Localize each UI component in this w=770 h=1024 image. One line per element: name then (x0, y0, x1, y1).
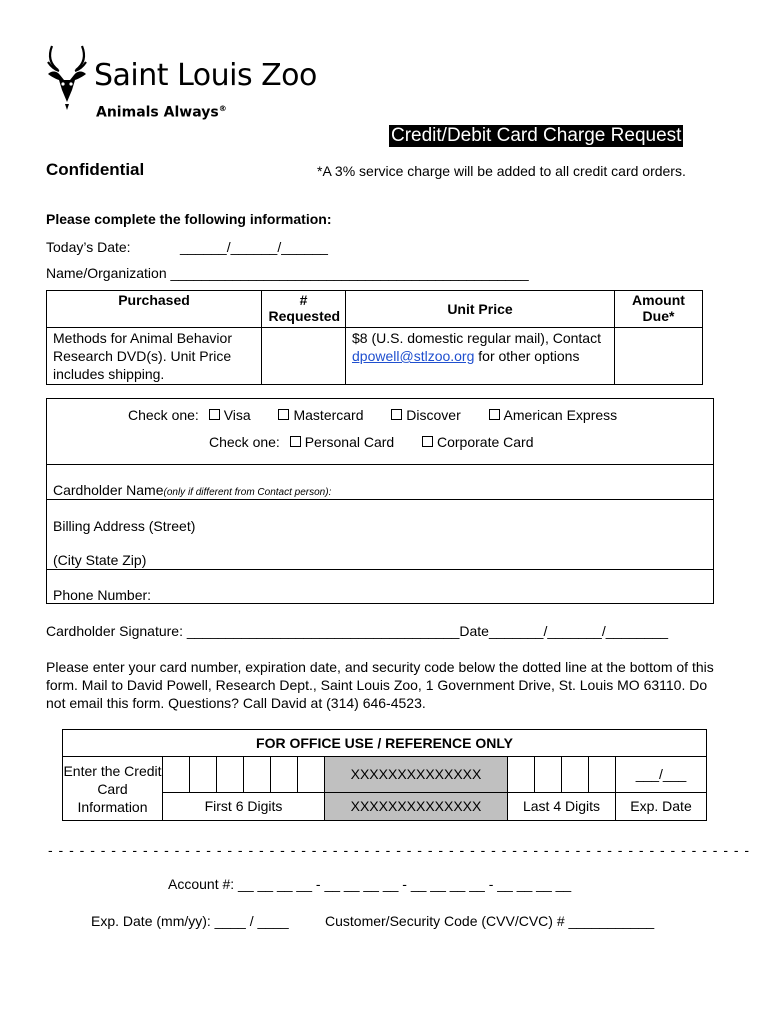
mastercard-label: Mastercard (293, 407, 364, 423)
discover-checkbox[interactable] (391, 409, 402, 420)
personal-card-checkbox[interactable] (290, 436, 301, 447)
amex-checkbox[interactable] (489, 409, 500, 420)
form-title: Credit/Debit Card Charge Request (391, 125, 682, 146)
discover-label: Discover (406, 407, 461, 423)
digit-box[interactable] (562, 757, 589, 793)
col-amount-due: Amount Due* (615, 291, 703, 328)
requested-cell[interactable] (262, 328, 346, 385)
todays-date-field[interactable]: ______/______/______ (180, 239, 328, 255)
zoo-logo-icon (44, 44, 90, 114)
phone-number-field[interactable]: Phone Number: (53, 587, 152, 603)
col-unit-price: Unit Price (346, 291, 615, 328)
digit-box[interactable] (244, 757, 271, 793)
name-organization-field[interactable]: Name/Organization ______________________________________________ (46, 265, 529, 281)
service-charge-note: *A 3% service charge will be added to all credit card orders. (317, 163, 686, 179)
amex-label: American Express (503, 407, 618, 423)
col-purchased: Purchased (47, 291, 262, 328)
amount-due-cell[interactable] (615, 328, 703, 385)
masked-digits: XXXXXXXXXXXXXX (325, 757, 508, 793)
digit-box[interactable] (190, 757, 217, 793)
signature-date-line[interactable]: Cardholder Signature: ___________________________________Date_______/_______/________ (46, 623, 669, 639)
confidential-label: Confidential (46, 160, 145, 179)
purchased-cell: Methods for Animal Behavior Research DVD(s). Unit Price includes shipping. (47, 328, 262, 385)
table-row (47, 328, 703, 385)
col-requested: # Requested (262, 291, 346, 328)
first-6-digits-label: First 6 Digits (163, 793, 325, 820)
order-table-header (47, 291, 703, 328)
billing-street-field[interactable]: Billing Address (Street) (53, 518, 196, 534)
visa-checkbox[interactable] (209, 409, 220, 420)
account-number-field[interactable]: Account #: __ __ __ __ - __ __ __ __ - __ __ __ __ - __ __ __ __ (168, 876, 572, 892)
office-use-table (62, 729, 707, 821)
security-code-field[interactable]: Customer/Security Code (CVV/CVC) # ___________ (325, 913, 655, 929)
order-table (46, 290, 703, 385)
city-state-zip-field[interactable]: (City State Zip) (53, 552, 147, 568)
digit-box[interactable] (217, 757, 244, 793)
exp-date-mmyy-field[interactable]: Exp. Date (mm/yy): ____ / ____ (91, 913, 289, 929)
mail-instructions: Please enter your card number, expiration date, and security code below the dotted line at the bottom of this form. Mail to David Powell, Research Dept., Saint Louis Zoo, 1 Government Drive, St. Louis MO 63110. Do not email this form. Questions? Call David at (314) 646-4523. (46, 659, 714, 711)
email-link[interactable]: dpowell@stlzoo.org (352, 348, 475, 364)
office-use-heading: FOR OFFICE USE / REFERENCE ONLY (63, 730, 706, 757)
account-type-row: Check one: Personal Card Corporate Card (209, 434, 534, 450)
last-4-digits-label: Last 4 Digits (508, 793, 616, 820)
logo-name: Saint Louis Zoo (94, 58, 317, 93)
mastercard-checkbox[interactable] (278, 409, 289, 420)
digit-box[interactable] (163, 757, 190, 793)
corporate-card-label: Corporate Card (437, 434, 534, 450)
cardholder-name-field[interactable]: Cardholder Name(only if different from Contact person): (53, 482, 332, 498)
digit-box[interactable] (508, 757, 535, 793)
tear-off-line: - - - - - - - - - - - - - - - - - - - - - - - - - - - - - - - - - - - - - - - - - - - - - - - - - - - - - - - - - - - - - - - - - - - (48, 842, 751, 858)
enter-card-info-label: Enter the Credit Card Information (63, 757, 163, 820)
personal-card-label: Personal Card (304, 434, 395, 450)
visa-label: Visa (223, 407, 251, 423)
card-type-row: Check one: Visa Mastercard Discover American Express (128, 407, 618, 423)
logo-tagline: Animals Always® (96, 104, 227, 121)
unit-price-cell: $8 (U.S. domestic regular mail), Contact dpowell@stlzoo.org for other options (346, 328, 615, 385)
masked-digits-label: XXXXXXXXXXXXXX (325, 793, 508, 820)
digit-box[interactable] (535, 757, 562, 793)
instructions-heading: Please complete the following information: (46, 211, 332, 227)
todays-date-label: Today’s Date: (46, 239, 131, 255)
digit-box[interactable] (589, 757, 616, 793)
exp-date-label: Exp. Date (630, 798, 692, 814)
payment-box (46, 398, 714, 604)
corporate-card-checkbox[interactable] (422, 436, 433, 447)
digit-box[interactable] (271, 757, 298, 793)
digit-box[interactable] (298, 757, 325, 793)
exp-date-field[interactable]: ___/___ (616, 757, 706, 793)
